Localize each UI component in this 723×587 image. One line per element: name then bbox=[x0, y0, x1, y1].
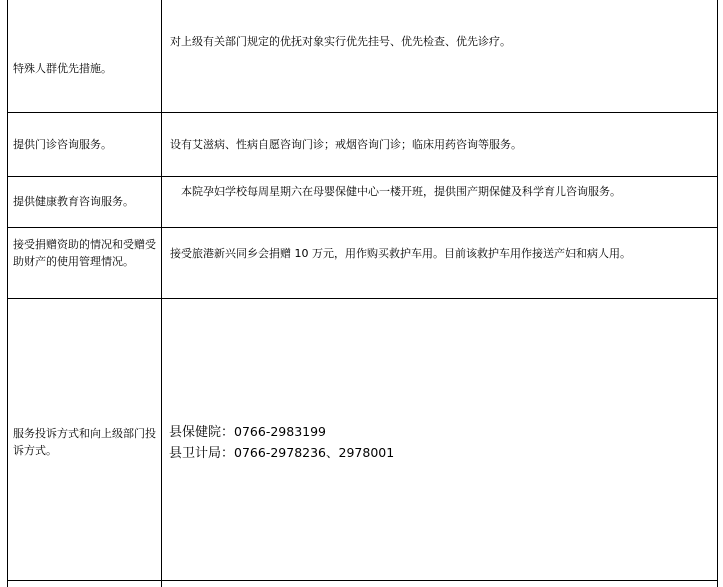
contact-line-maternal-hospital bbox=[169, 421, 326, 443]
row-content-special-groups: 对上级有关部门规定的优抚对象实行优先挂号、优先检查、优先诊疗。 bbox=[170, 35, 511, 48]
table-row-divider bbox=[7, 176, 718, 177]
row-label-donations: 接受捐赠资助的情况和受赠受助财产的使用管理情况。 bbox=[13, 238, 156, 268]
contact-phone: 0766-2978236、2978001 bbox=[234, 445, 395, 460]
contact-line-health-bureau bbox=[169, 442, 394, 464]
row-label-special-groups: 特殊人群优先措施。 bbox=[13, 62, 112, 75]
table-row-divider bbox=[7, 112, 718, 113]
table-row-divider bbox=[7, 227, 718, 228]
table-border-bottom bbox=[7, 580, 718, 581]
row-label-complaints: 服务投诉方式和向上级部门投诉方式。 bbox=[13, 427, 156, 457]
table-column-divider bbox=[161, 0, 162, 587]
contact-name: 县卫计局： bbox=[169, 446, 235, 461]
table-row-divider bbox=[7, 298, 718, 299]
row-label-outpatient-consult: 提供门诊咨询服务。 bbox=[13, 138, 112, 151]
contact-name: 县保健院： bbox=[169, 425, 235, 440]
table-border-right bbox=[717, 0, 718, 587]
row-content-outpatient-consult: 设有艾滋病、性病自愿咨询门诊；戒烟咨询门诊；临床用药咨询等服务。 bbox=[170, 138, 522, 151]
row-content-donations: 接受旅港新兴同乡会捐赠 10 万元，用作购买救护车用。目前该救护车用作接送产妇和病人用。 bbox=[170, 247, 631, 260]
contact-phone: 0766-2983199 bbox=[234, 424, 327, 439]
table-border-left bbox=[7, 0, 8, 587]
row-label-health-education: 提供健康教育咨询服务。 bbox=[13, 195, 134, 208]
row-content-health-education: 本院孕妇学校每周星期六在母婴保健中心一楼开班，提供围产期保健及科学育儿咨询服务。 bbox=[181, 185, 621, 198]
